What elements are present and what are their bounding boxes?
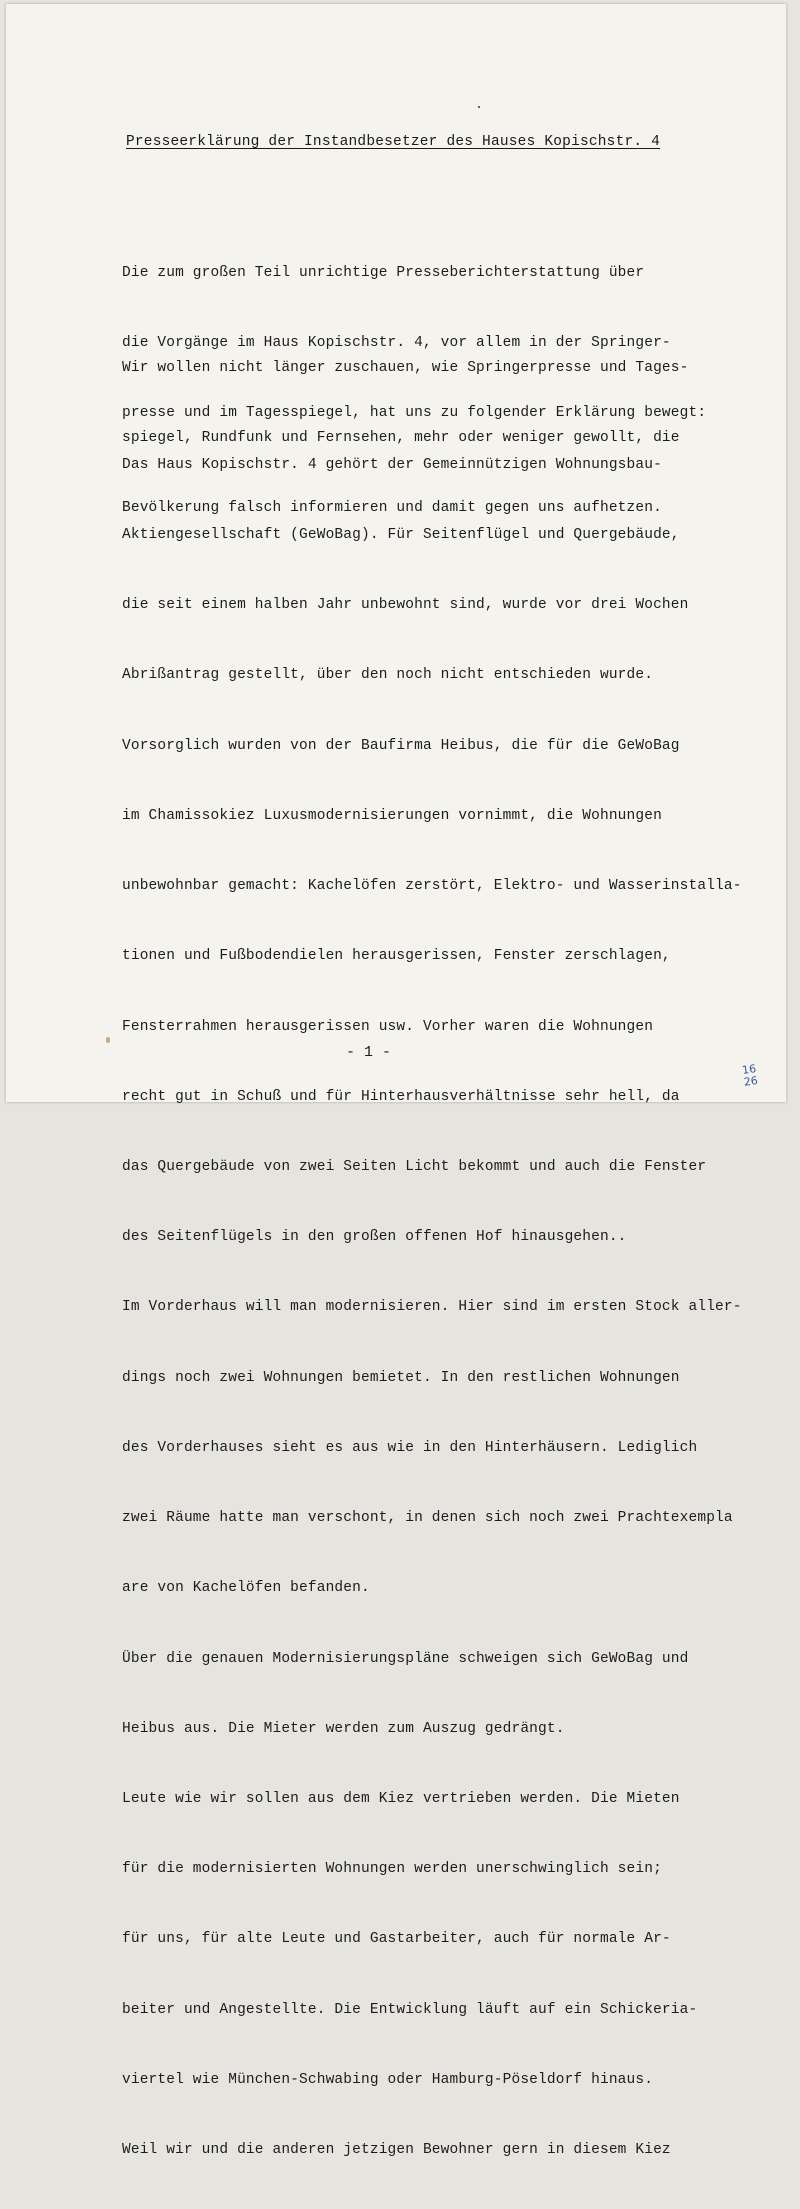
text-line: für die modernisierten Wohnungen werden unerschwinglich sein; bbox=[122, 1861, 662, 1878]
text-line: das Quergebäude von zwei Seiten Licht bekommt und auch die Fenster bbox=[122, 1159, 707, 1175]
text-line: unbewohnbar gemacht: Kachelöfen zerstört, Elektro- und Wasserinstalla- bbox=[122, 878, 742, 895]
archive-folio-mark bbox=[741, 1063, 758, 1089]
archive-mark-top: 16 bbox=[741, 1062, 757, 1077]
text-line: des Seitenflügels in den großen offenen Hof hinausgehen.. bbox=[122, 1229, 627, 1246]
page-number: - 1 - bbox=[346, 1044, 392, 1061]
text-line: Fensterrahmen herausgerissen usw. Vorher waren die Wohnungen bbox=[122, 1018, 654, 1035]
text-line: Weil wir und die anderen jetzigen Bewohner gern in diesem Kiez bbox=[122, 2142, 671, 2159]
text-line: Über die genauen Modernisierungspläne schweigen sich GeWoBag und bbox=[122, 1650, 689, 1667]
text-line: recht gut in Schuß und für Hinterhausverhältnisse sehr hell, da bbox=[122, 1088, 680, 1105]
paragraph-body bbox=[122, 407, 742, 2209]
text-line: beiter und Angestellte. Die Entwicklung läuft auf ein Schickeria- bbox=[122, 2001, 698, 2018]
paper-stain bbox=[106, 1037, 110, 1043]
text-line: presse und im Tagesspiegel, hat uns zu folgender Erklärung bewegt: bbox=[122, 405, 707, 422]
text-line: dings noch zwei Wohnungen bemietet. In den restlichen Wohnungen bbox=[122, 1369, 680, 1386]
text-line: tionen und Fußbodendielen herausgerissen, Fenster zerschlagen, bbox=[122, 948, 671, 965]
text-line: Bevölkerung falsch informieren und damit gegen uns aufhetzen. bbox=[122, 500, 662, 517]
ink-speck bbox=[478, 106, 480, 108]
text-line: die seit einem halben Jahr unbewohnt sind, wurde vor drei Wochen bbox=[122, 597, 689, 614]
text-line: Wir wollen nicht länger zuschauen, wie Springerpresse und Tages- bbox=[122, 359, 689, 376]
text-line: Vorsorglich wurden von der Baufirma Heibus, die für die GeWoBag bbox=[122, 737, 680, 754]
text-line: Die zum großen Teil unrichtige Presseberichterstattung über bbox=[122, 264, 645, 281]
text-line: Heibus aus. Die Mieter werden zum Auszug gedrängt. bbox=[122, 1720, 565, 1737]
text-line: die Vorgänge im Haus Kopischstr. 4, vor allem in der Springer- bbox=[122, 335, 671, 352]
text-line: spiegel, Rundfunk und Fernsehen, mehr oder weniger gewollt, die bbox=[122, 430, 680, 447]
text-line: zwei Räume hatte man verschont, in denen sich noch zwei Prachtexempla bbox=[122, 1510, 733, 1527]
text-line: Aktiengesellschaft (GeWoBag). Für Seitenflügel und Quergebäude, bbox=[122, 527, 680, 544]
text-line: des Vorderhauses sieht es aus wie in den Hinterhäusern. Lediglich bbox=[122, 1439, 698, 1456]
archive-mark-bottom: 26 bbox=[742, 1074, 759, 1089]
text-line: Das Haus Kopischstr. 4 gehört der Gemeinnützigen Wohnungsbau- bbox=[122, 456, 662, 473]
text-line: are von Kachelöfen befanden. bbox=[122, 1580, 370, 1597]
text-line: im Chamissokiez Luxusmodernisierungen vornimmt, die Wohnungen bbox=[122, 807, 662, 824]
text-line: Leute wie wir sollen aus dem Kiez vertrieben werden. Die Mieten bbox=[122, 1790, 680, 1807]
text-line: für uns, für alte Leute und Gastarbeiter, auch für normale Ar- bbox=[122, 1931, 671, 1948]
text-line: Im Vorderhaus will man modernisieren. Hier sind im ersten Stock aller- bbox=[122, 1299, 742, 1316]
document-page bbox=[6, 4, 786, 2159]
text-line: Abrißantrag gestellt, über den noch nicht entschieden wurde. bbox=[122, 667, 654, 684]
page-title: Presseerklärung der Instandbesetzer des Hauses Kopischstr. 4 bbox=[126, 134, 661, 150]
text-line: viertel wie München-Schwabing oder Hamburg-Pöseldorf hinaus. bbox=[122, 2071, 654, 2088]
